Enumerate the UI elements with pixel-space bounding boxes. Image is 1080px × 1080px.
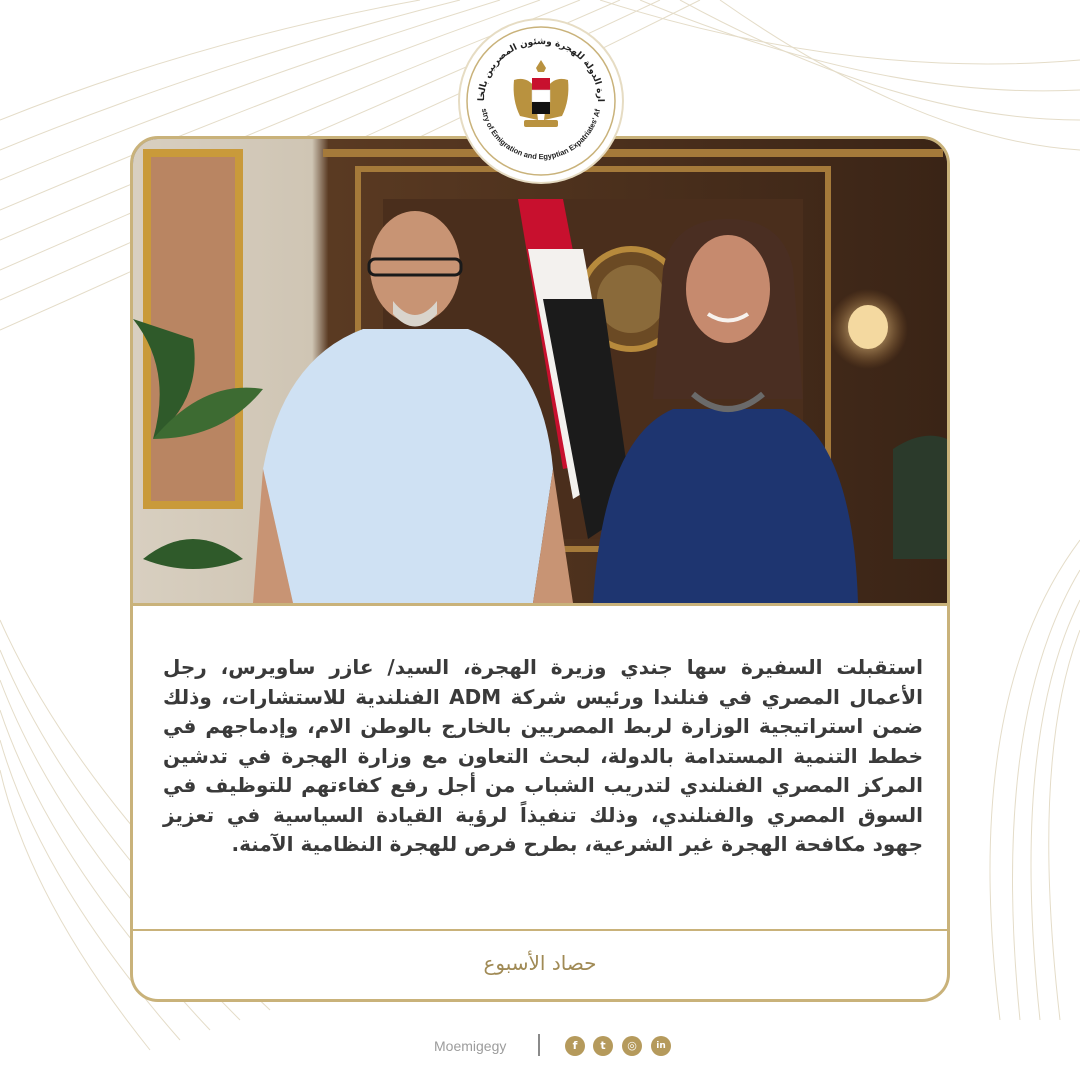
ministry-logo <box>460 20 622 182</box>
photo-divider <box>133 603 947 606</box>
caption-divider <box>133 929 947 931</box>
facebook-icon[interactable]: f <box>565 1036 585 1056</box>
weekly-harvest-tag: حصاد الأسبوع <box>483 951 597 975</box>
meeting-photo <box>133 139 947 603</box>
eagle-of-saladin-emblem-icon <box>514 60 569 127</box>
instagram-icon[interactable]: ◎ <box>622 1036 642 1056</box>
logo-english-ring-text: stry of Emigration and Egyptian Expatriates' Af <box>479 107 603 162</box>
news-card <box>130 136 950 1002</box>
photo-of-two-people-icon <box>133 139 947 603</box>
news-caption: استقبلت السفيرة سها جندي وزيرة الهجرة، السيد/ عازر ساويرس، رجل الأعمال المصري في فنلندا ورئيس شركة ADM الفنلندية للاستشارات، وذلك ضمن استراتيجية الوزارة لربط المصريين بالخارج بالوطن الام، وإدماجهم في خطط التنمية المستدامة بالدولة، لبحث التعاون مع وزارة الهجرة في تدشين المركز المصري الفنلندي لتدريب الشباب من أجل رفع كفاءتهم للتوظيف في السوق المصري والفنلندي، وذلك تنفيذاً لرؤية القيادة السياسية في تعزيز جهود مكافحة الهجرة غير الشرعية، بطرح فرص للهجرة النظامية الآمنة. <box>163 655 923 856</box>
social-handle[interactable]: Moemigegy <box>434 1038 507 1054</box>
social-separator <box>538 1034 540 1056</box>
twitter-icon[interactable]: t <box>593 1036 613 1056</box>
logo-arabic-ring-text: ارة الدولة للهجرة وشئون المصريين بالخا <box>476 36 606 102</box>
linkedin-icon[interactable]: in <box>651 1036 671 1056</box>
